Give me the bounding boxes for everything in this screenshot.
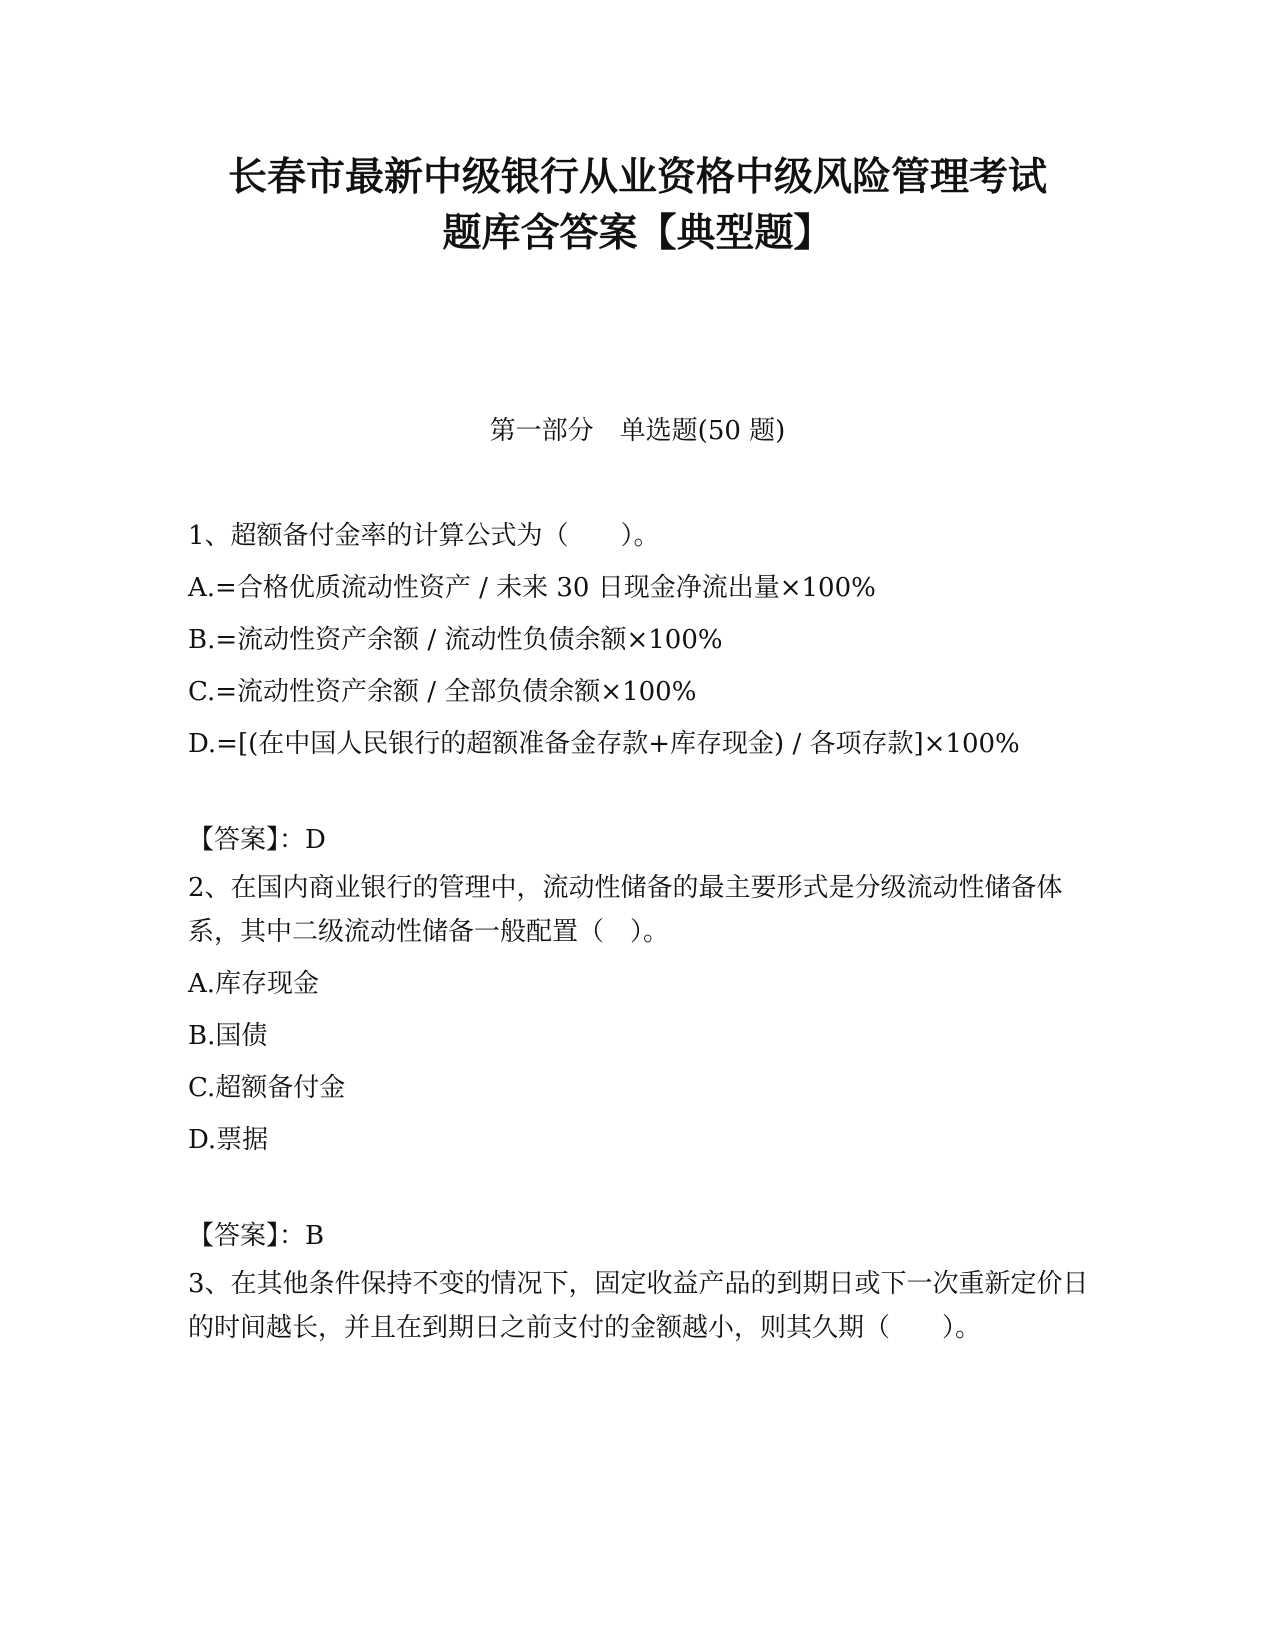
option-b: B.国债 xyxy=(188,1021,268,1051)
question-list xyxy=(188,514,1093,1350)
answer-line: 【答案】：B xyxy=(188,1221,325,1251)
option-a: A.=合格优质流动性资产 / 未来 30 日现金净流出量×100% xyxy=(188,573,876,603)
option-d: D.票据 xyxy=(188,1125,269,1155)
section-heading: 第一部分 单选题(50 题) xyxy=(489,416,786,446)
option-c: C.超额备付金 xyxy=(188,1073,346,1103)
question-1 xyxy=(188,514,1093,862)
question-stem: 2、在国内商业银行的管理中，流动性储备的最主要形式是分级流动性储备体系，其中二级流动性储备一般配置（ ）。 xyxy=(188,873,1063,947)
question-3 xyxy=(188,1262,1093,1350)
title-line-1: 长春市最新中级银行从业资格中级风险管理考试 xyxy=(227,155,1047,200)
option-d: D.=[(在中国人民银行的超额准备金存款+库存现金) / 各项存款]×100% xyxy=(188,729,1020,759)
option-a: A.库存现金 xyxy=(188,969,320,999)
option-c: C.=流动性资产余额 / 全部负债余额×100% xyxy=(188,677,697,707)
title-line-2: 题库含答案【典型题】 xyxy=(442,211,833,256)
question-stem: 3、在其他条件保持不变的情况下，固定收益产品的到期日或下一次重新定价日的时间越长，并且在到期日之前支付的金额越小，则其久期（ ）。 xyxy=(188,1269,1089,1343)
question-stem: 1、超额备付金率的计算公式为（ ）。 xyxy=(188,521,660,551)
question-2 xyxy=(188,866,1093,1258)
option-b: B.=流动性资产余额 / 流动性负债余额×100% xyxy=(188,625,723,655)
answer-line: 【答案】：D xyxy=(188,825,326,855)
document-title xyxy=(150,150,1125,262)
